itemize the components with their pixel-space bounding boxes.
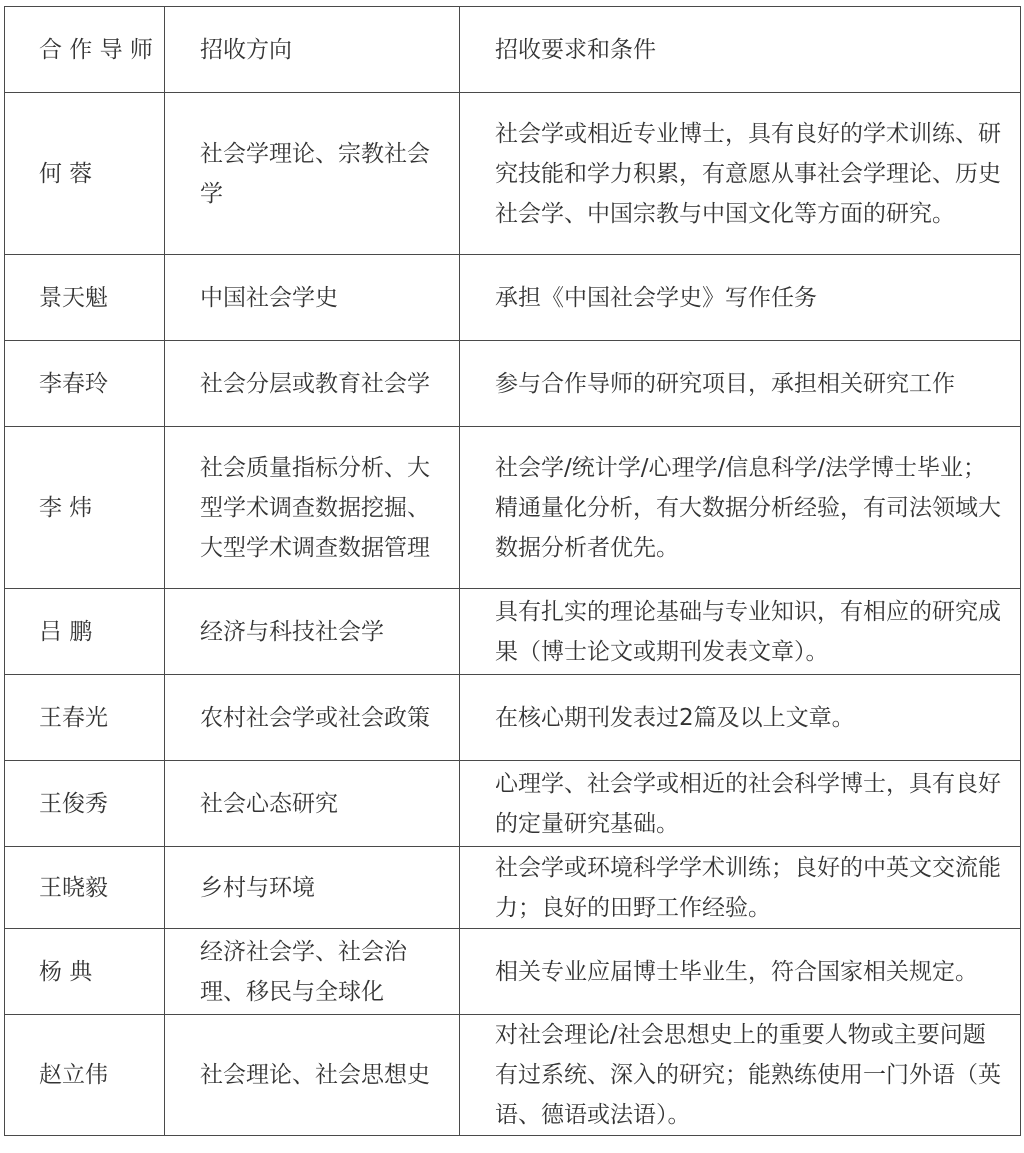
postdoc-recruitment-table-wrapper (4, 6, 1020, 1136)
table-row (5, 761, 1021, 847)
advisor-name: 赵立伟 (39, 1062, 108, 1088)
advisor-name: 王晓毅 (39, 874, 108, 901)
header-requirements-label: 招收要求和条件 (495, 36, 656, 63)
direction-cell (165, 427, 460, 589)
direction-cell (165, 255, 460, 341)
requirements-cell (460, 93, 1021, 255)
requirements-cell (460, 589, 1021, 675)
requirements-text: 在核心期刊发表过2篇及以上文章。 (495, 704, 855, 731)
requirements-text: 对社会理论/社会思想史上的重要人物或主要问题有过系统、深入的研究；能熟练使用一门外语（英语、德语或法语）。 (495, 1022, 1001, 1128)
header-advisor (5, 7, 165, 93)
advisor-name: 杨 典 (39, 958, 93, 985)
requirements-text: 社会学或相近专业博士，具有良好的学术训练、研究技能和学力积累，有意愿从事社会学理论、历史社会学、中国宗教与中国文化等方面的研究。 (495, 120, 1001, 227)
header-requirements (460, 7, 1021, 93)
advisor-name: 景天魁 (39, 284, 108, 311)
table-row (5, 847, 1021, 929)
direction-text: 农村社会学或社会政策 (200, 704, 430, 731)
postdoc-recruitment-table (4, 6, 1021, 1136)
requirements-cell (460, 427, 1021, 589)
requirements-text: 心理学、社会学或相近的社会科学博士，具有良好的定量研究基础。 (495, 770, 1001, 837)
direction-cell (165, 1015, 460, 1136)
direction-text: 社会理论、社会思想史 (200, 1062, 430, 1088)
direction-text: 经济社会学、社会治理、移民与全球化 (200, 938, 407, 1005)
requirements-cell (460, 847, 1021, 929)
direction-text: 社会心态研究 (200, 790, 338, 817)
advisor-name: 王俊秀 (39, 790, 108, 817)
advisor-name: 李春玲 (39, 370, 108, 397)
direction-text: 社会学理论、宗教社会学 (200, 140, 430, 207)
advisor-name-cell (5, 427, 165, 589)
requirements-cell (460, 761, 1021, 847)
table-row (5, 255, 1021, 341)
requirements-text: 具有扎实的理论基础与专业知识，有相应的研究成果（博士论文或期刊发表文章）。 (495, 598, 1001, 665)
advisor-name-cell (5, 675, 165, 761)
requirements-text: 参与合作导师的研究项目，承担相关研究工作 (495, 370, 955, 397)
requirements-cell (460, 255, 1021, 341)
requirements-cell (460, 675, 1021, 761)
advisor-name: 何 蓉 (39, 160, 93, 187)
direction-text: 中国社会学史 (200, 284, 338, 311)
table-header-row (5, 7, 1021, 93)
advisor-name-cell (5, 341, 165, 427)
advisor-name: 王春光 (39, 704, 108, 731)
table-row (5, 675, 1021, 761)
direction-cell (165, 341, 460, 427)
table-row (5, 93, 1021, 255)
header-advisor-label: 合 作 导 师 (39, 36, 153, 63)
header-direction-label: 招收方向 (200, 36, 292, 63)
requirements-text: 社会学/统计学/心理学/信息科学/法学博士毕业；精通量化分析，有大数据分析经验，有司法领域大数据分析者优先。 (495, 454, 1001, 561)
direction-text: 经济与科技社会学 (200, 618, 384, 645)
table-row (5, 341, 1021, 427)
advisor-name-cell (5, 847, 165, 929)
advisor-name-cell (5, 589, 165, 675)
requirements-text: 承担《中国社会学史》写作任务 (495, 284, 817, 311)
direction-cell (165, 93, 460, 255)
table-row (5, 427, 1021, 589)
requirements-cell (460, 341, 1021, 427)
direction-cell (165, 929, 460, 1015)
requirements-text: 相关专业应届博士毕业生，符合国家相关规定。 (495, 958, 978, 985)
requirements-cell (460, 929, 1021, 1015)
advisor-name-cell (5, 255, 165, 341)
requirements-text: 社会学或环境科学学术训练；良好的中英文交流能力；良好的田野工作经验。 (495, 854, 1001, 921)
direction-text: 社会分层或教育社会学 (200, 370, 430, 397)
table-row (5, 589, 1021, 675)
table-row (5, 929, 1021, 1015)
advisor-name-cell (5, 929, 165, 1015)
advisor-name-cell (5, 93, 165, 255)
table-row (5, 1015, 1021, 1136)
direction-text: 社会质量指标分析、大型学术调查数据挖掘、大型学术调查数据管理 (200, 454, 430, 561)
direction-cell (165, 675, 460, 761)
advisor-name-cell (5, 1015, 165, 1136)
header-direction (165, 7, 460, 93)
direction-text: 乡村与环境 (200, 874, 315, 901)
direction-cell (165, 847, 460, 929)
advisor-name-cell (5, 761, 165, 847)
direction-cell (165, 589, 460, 675)
direction-cell (165, 761, 460, 847)
advisor-name: 吕 鹏 (39, 618, 93, 645)
advisor-name: 李 炜 (39, 494, 93, 521)
requirements-cell (460, 1015, 1021, 1136)
